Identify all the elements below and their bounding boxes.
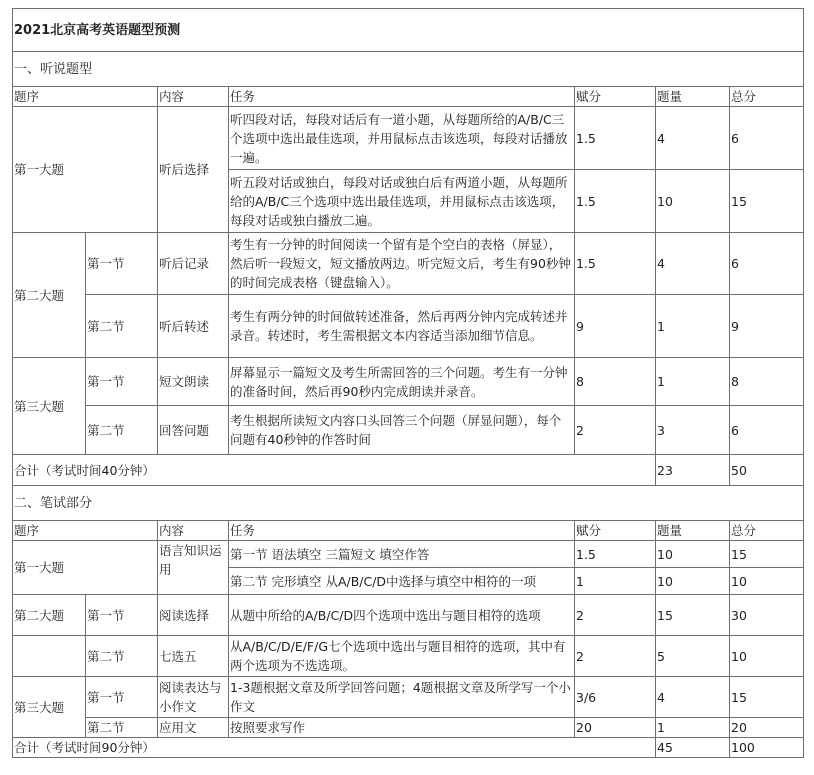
- score-cell: 2: [575, 406, 656, 455]
- total-cell: 10: [730, 636, 804, 677]
- title-row: [13, 9, 804, 52]
- sum-row: [13, 738, 804, 758]
- section-cell: 第一节: [86, 358, 158, 406]
- table-row: [13, 541, 804, 568]
- sum-count: 23: [656, 455, 730, 486]
- sum-row: [13, 455, 804, 486]
- count-cell: 1: [656, 718, 730, 738]
- total-cell: 6: [730, 406, 804, 455]
- section-cell: 第二节: [86, 636, 158, 677]
- score-cell: 1: [575, 568, 656, 595]
- part-label: 第二大题: [13, 595, 86, 636]
- score-cell: 1.5: [575, 541, 656, 568]
- score-cell: 1.5: [575, 233, 656, 295]
- count-cell: 4: [656, 107, 730, 170]
- content-cell: 听后选择: [158, 107, 229, 233]
- part-label: 第一大题: [13, 541, 158, 595]
- count-cell: 10: [656, 541, 730, 568]
- table-row: [13, 677, 804, 718]
- total-cell: 15: [730, 541, 804, 568]
- header-row: [13, 521, 804, 541]
- table-row: [13, 107, 804, 170]
- content-cell: 阅读选择: [158, 595, 229, 636]
- score-cell: 2: [575, 595, 656, 636]
- count-cell: 1: [656, 358, 730, 406]
- content-cell: 回答问题: [158, 406, 229, 455]
- score-cell: 8: [575, 358, 656, 406]
- score-cell: 1.5: [575, 107, 656, 170]
- content-cell: 阅读表达与小作文: [158, 677, 229, 718]
- section-heading-listening: 一、听说题型: [13, 52, 804, 87]
- part-label: 第一大题: [13, 107, 158, 233]
- count-cell: 3: [656, 406, 730, 455]
- content-cell: 听后转述: [158, 295, 229, 358]
- total-cell: 6: [730, 233, 804, 295]
- total-cell: 6: [730, 107, 804, 170]
- count-cell: 10: [656, 170, 730, 233]
- part-label-empty: [13, 636, 86, 677]
- task-cell: 从A/B/C/D/E/F/G七个选项中选出与题目相符的选项，其中有两个选项为不选选项。: [229, 636, 575, 677]
- header-cell: 总分: [730, 87, 804, 107]
- total-cell: 30: [730, 595, 804, 636]
- task-cell: 考生根据所读短文内容口头回答三个问题（屏显问题），每个问题有40秒钟的作答时间: [229, 406, 575, 455]
- document-title: 2021北京高考英语题型预测: [13, 9, 804, 52]
- count-cell: 4: [656, 233, 730, 295]
- header-cell: 题序: [13, 87, 158, 107]
- task-cell: 按照要求写作: [229, 718, 575, 738]
- total-cell: 9: [730, 295, 804, 358]
- header-cell: 赋分: [575, 521, 656, 541]
- table-row: [13, 295, 804, 358]
- content-cell: 应用文: [158, 718, 229, 738]
- part-label: 第三大题: [13, 677, 86, 738]
- header-cell: 任务: [229, 87, 575, 107]
- sum-label: 合计（考试时间40分钟）: [13, 455, 656, 486]
- total-cell: 15: [730, 170, 804, 233]
- score-cell: 2: [575, 636, 656, 677]
- header-cell: 内容: [158, 87, 229, 107]
- score-cell: 3/6: [575, 677, 656, 718]
- task-cell: 第一节 语法填空 三篇短文 填空作答: [229, 541, 575, 568]
- task-cell: 听五段对话或独白，每段对话或独白后有两道小题，从每题所给的A/B/C三个选项中选出最佳选项，并用鼠标点击该选项，每段对话或独白播放二遍。: [229, 170, 575, 233]
- count-cell: 4: [656, 677, 730, 718]
- content-cell: 短文朗读: [158, 358, 229, 406]
- header-cell: 题量: [656, 521, 730, 541]
- header-cell: 内容: [158, 521, 229, 541]
- sum-total: 50: [730, 455, 804, 486]
- content-cell: 听后记录: [158, 233, 229, 295]
- sum-total: 100: [730, 738, 804, 758]
- content-cell: 七选五: [158, 636, 229, 677]
- total-cell: 10: [730, 568, 804, 595]
- score-cell: 9: [575, 295, 656, 358]
- section-cell: 第一节: [86, 677, 158, 718]
- count-cell: 5: [656, 636, 730, 677]
- score-cell: 1.5: [575, 170, 656, 233]
- total-cell: 20: [730, 718, 804, 738]
- section-heading-row: [13, 486, 804, 521]
- header-cell: 赋分: [575, 87, 656, 107]
- section-cell: 第二节: [86, 718, 158, 738]
- count-cell: 1: [656, 295, 730, 358]
- task-cell: 屏幕显示一篇短文及考生所需回答的三个问题。考生有一分钟的准备时间，然后再90秒内完成朗读并录音。: [229, 358, 575, 406]
- section-heading-row: [13, 52, 804, 87]
- header-cell: 任务: [229, 521, 575, 541]
- task-cell: 第二节 完形填空 从A/B/C/D中选择与填空中相符的一项: [229, 568, 575, 595]
- task-cell: 听四段对话，每段对话后有一道小题，从每题所给的A/B/C三个选项中选出最佳选项，并用鼠标点击该选项，每段对话播放一遍。: [229, 107, 575, 170]
- count-cell: 15: [656, 595, 730, 636]
- section-cell: 第二节: [86, 295, 158, 358]
- section-heading-writing: 二、笔试部分: [13, 486, 804, 521]
- total-cell: 15: [730, 677, 804, 718]
- part-label: 第三大题: [13, 358, 86, 455]
- content-cell: 语言知识运用: [158, 541, 229, 595]
- section-cell: 第一节: [86, 595, 158, 636]
- task-cell: 从题中所给的A/B/C/D四个选项中选出与题目相符的选项: [229, 595, 575, 636]
- header-cell: 总分: [730, 521, 804, 541]
- task-cell: 考生有一分钟的时间阅读一个留有是个空白的表格（屏显），然后听一段短文，短文播放两边。听完短文后，考生有90秒钟的时间完成表格（键盘输入）。: [229, 233, 575, 295]
- sum-count: 45: [656, 738, 730, 758]
- table-row: [13, 358, 804, 406]
- section-cell: 第一节: [86, 233, 158, 295]
- table-row: [13, 595, 804, 636]
- task-cell: 1-3题根据文章及所学回答问题；4题根据文章及所学写一个小作文: [229, 677, 575, 718]
- sum-label: 合计（考试时间90分钟）: [13, 738, 656, 758]
- count-cell: 10: [656, 568, 730, 595]
- table-row: [13, 718, 804, 738]
- total-cell: 8: [730, 358, 804, 406]
- table-row: [13, 406, 804, 455]
- section-cell: 第二节: [86, 406, 158, 455]
- header-row: [13, 87, 804, 107]
- table-row: [13, 636, 804, 677]
- part-label: 第二大题: [13, 233, 86, 358]
- task-cell: 考生有两分钟的时间做转述准备，然后再两分钟内完成转述并录音。转述时，考生需根据文本内容适当添加细节信息。: [229, 295, 575, 358]
- exam-structure-table: [12, 8, 804, 758]
- score-cell: 20: [575, 718, 656, 738]
- header-cell: 题序: [13, 521, 158, 541]
- table-row: [13, 233, 804, 295]
- header-cell: 题量: [656, 87, 730, 107]
